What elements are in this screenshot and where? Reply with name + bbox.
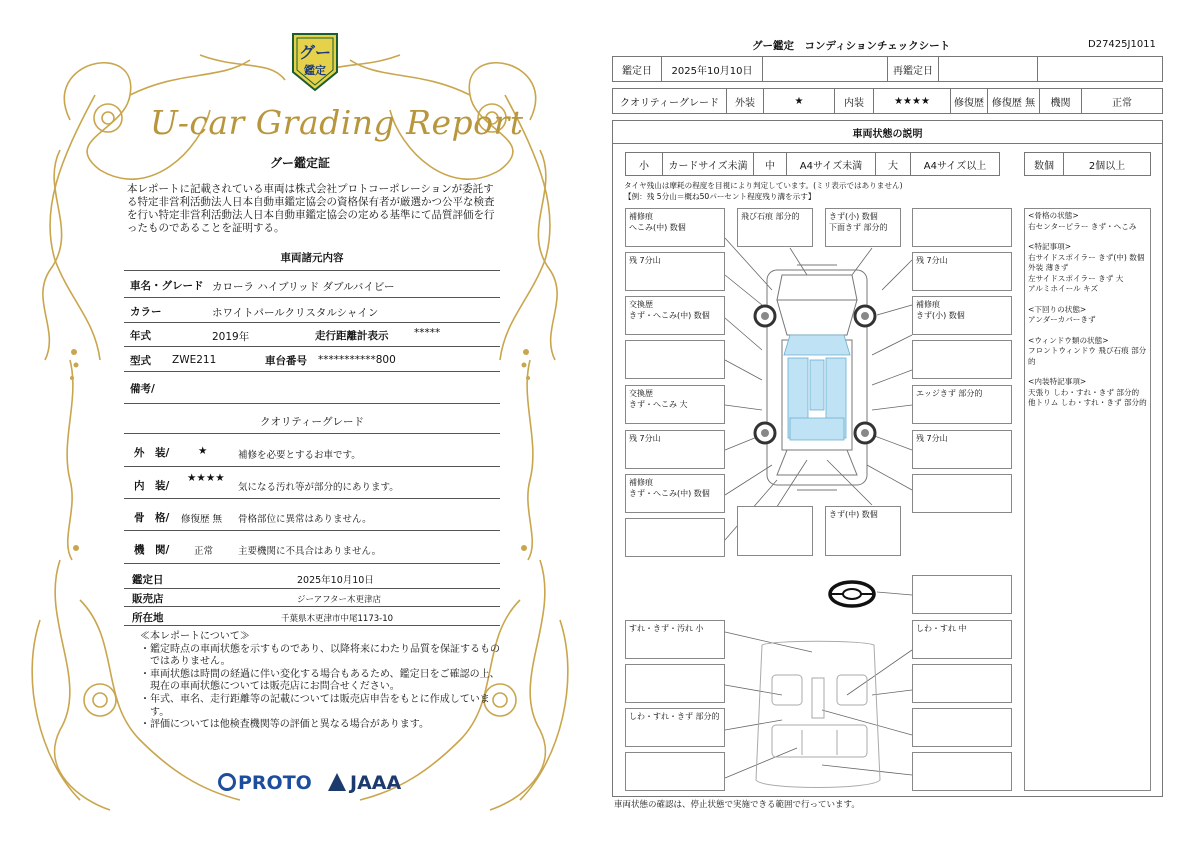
badge-bottom-text: 鑑定 [304, 64, 326, 77]
goo-kantei-badge [287, 30, 343, 94]
certificate-title: グー鑑定証 [269, 156, 330, 170]
damage-box: 残 7分山 [625, 430, 725, 469]
divider [124, 530, 500, 531]
mileage-value: ***** [414, 327, 441, 339]
notes-title: ≪本レポートについて≫ [140, 631, 250, 642]
bottom-note: 車両状態の確認は、停止状態で実施できる範囲で行っています。 [614, 800, 860, 810]
remark-line: 左サイドスポイラー きず 大 [1028, 273, 1124, 283]
remark-line: 外装 薄きず [1028, 263, 1069, 272]
address-label: 所在地 [132, 612, 164, 624]
damage-box: 残 7分山 [912, 430, 1012, 469]
damage-box: 交換歴 きず・へこみ 大 [625, 385, 725, 424]
frame-value: 修復歴 無 [181, 514, 223, 525]
address-value: 千葉県木更津市中尾1173-10 [281, 614, 394, 624]
remark-line: 右サイドスポイラー きず(中) 数個 [1028, 252, 1145, 262]
spec-section-title: 車両諸元内容 [280, 252, 344, 264]
damage-box: 残 7分山 [625, 252, 725, 291]
recheck-date-value [938, 56, 1038, 82]
size-large-label: 大 [875, 152, 911, 176]
note-item: ・車両状態は時間の経過に伴い変化する場合もあるため、鑑定日をご確認の上、現在の車両状態については販売店にお問合せください。 [140, 668, 500, 693]
damage-box [912, 575, 1012, 614]
spacer [1028, 232, 1147, 242]
damage-box: 補修痕 きず・へこみ(中) 数個 [625, 474, 725, 513]
interior-label: 内 装/ [134, 480, 170, 492]
frame-desc: 骨格部位に異常はありません。 [238, 514, 372, 525]
remarks-panel [1024, 208, 1151, 791]
damage-box [625, 518, 725, 557]
divider [124, 403, 500, 404]
int-value: ★★★★ [873, 88, 951, 114]
interior-desc: 気になる汚れ等が部分的にあります。 [238, 482, 399, 493]
spacer [1028, 326, 1147, 336]
jaaa-mark-icon [328, 773, 346, 791]
interior-box: すれ・きず・汚れ 小 [625, 620, 725, 659]
engine-desc: 主要機関に不具合はありません。 [238, 546, 382, 557]
engine-label: 機関 [1039, 88, 1082, 114]
remarks-label: 備考/ [130, 383, 155, 395]
size-large-desc: A4サイズ以上 [910, 152, 1000, 176]
divider [124, 433, 500, 434]
interior-box [625, 752, 725, 791]
document-id: D27425J1011 [1088, 39, 1156, 50]
int-label: 内装 [834, 88, 874, 114]
damage-box [625, 340, 725, 379]
ext-value: ★ [763, 88, 835, 114]
grade-label: クオリティーグレード [612, 88, 727, 114]
damage-box: 補修痕 へこみ(中) 数個 [625, 208, 725, 247]
divider [124, 563, 500, 564]
engine-value: 正常 [1081, 88, 1163, 114]
damage-box: きず(中) 数個 [825, 506, 901, 556]
frame-label: 骨 格/ [134, 512, 170, 524]
section-title: 車両状態の説明 [612, 120, 1163, 144]
date-label: 鑑定日 [132, 574, 164, 586]
divider [124, 625, 500, 626]
remark-line: <骨格の状態> [1028, 211, 1079, 220]
shop-label: 販売店 [132, 593, 164, 605]
damage-box: 飛び石痕 部分的 [737, 208, 813, 247]
proto-logo-text: PROTO [238, 772, 312, 794]
damage-box: 補修痕 きず(小) 数個 [912, 296, 1012, 335]
note-item: ・鑑定時点の車両状態を示すものであり、以降将来にわたり品質を保証するものではありません。 [140, 643, 500, 668]
car-name-value: カローラ ハイブリッド ダブルバイビー [212, 281, 395, 293]
remark-line: フロントウィンドウ 飛び石痕 部分的 [1028, 346, 1147, 366]
engine-label: 機 関/ [134, 544, 170, 556]
damage-box: 交換歴 きず・へこみ(中) 数個 [625, 296, 725, 335]
divider [124, 466, 500, 467]
engine-value: 正常 [194, 546, 214, 557]
interior-box [625, 664, 725, 703]
damage-box [912, 340, 1012, 379]
divider [124, 346, 500, 347]
tire-note: タイヤ残山は摩耗の程度を目視により判定しています。(ミリ表示ではありません) [624, 181, 903, 190]
exterior-label: 外 装/ [134, 447, 170, 459]
divider [124, 498, 500, 499]
exterior-desc: 補修を必要とするお車です。 [238, 450, 361, 461]
interior-box [912, 708, 1012, 747]
sheet-title: グー鑑定 コンディションチェックシート [752, 40, 951, 52]
divider [124, 371, 500, 372]
remark-line: アルミホイール キズ [1028, 284, 1099, 293]
interior-box: しわ・すれ・きず 部分的 [625, 708, 725, 747]
damage-box: エッジきず 部分的 [912, 385, 1012, 424]
divider [124, 270, 500, 271]
repair-label: 修復歴 [950, 88, 988, 114]
ext-label: 外装 [726, 88, 764, 114]
remark-line: 他トリム しわ・すれ・きず 部分的 [1028, 398, 1147, 407]
date-value: 2025年10月10日 [297, 575, 374, 586]
repair-value: 修復歴 無 [987, 88, 1040, 114]
damage-box [737, 506, 813, 556]
damage-box: きず(小) 数個 下面きず 部分的 [825, 208, 901, 247]
steering-wheel-icon [830, 582, 874, 606]
remark-line: <内装特記事項> [1028, 377, 1087, 386]
year-value: 2019年 [212, 331, 250, 343]
empty-cell [762, 56, 888, 82]
recheck-date-label: 再鑑定日 [887, 56, 939, 82]
script-title: U-car Grading Report [150, 103, 524, 142]
remark-line: <ウィンドウ類の状態> [1028, 335, 1109, 345]
kantei-date-value: 2025年10月10日 [661, 56, 763, 82]
divider [124, 297, 500, 298]
kantei-date-label: 鑑定日 [612, 56, 662, 82]
empty-cell [1037, 56, 1163, 82]
size-small-desc: カードサイズ未満 [662, 152, 754, 176]
report-notes [140, 631, 500, 732]
note-item: ・年式、車名、走行距離等の記載については販売店申告をもとに作成しています。 [140, 693, 490, 718]
spacer [1028, 295, 1147, 305]
remark-line: 天張り しわ・すれ・きず 部分的 [1028, 387, 1140, 397]
spacer [1028, 367, 1147, 377]
proto-mark-icon [218, 773, 236, 791]
exterior-stars: ★ [198, 445, 208, 457]
remark-line: アンダーカバーきず [1028, 315, 1096, 324]
jaaa-logo-text: JAAA [350, 772, 402, 794]
year-label: 年式 [130, 330, 151, 342]
damage-box [912, 474, 1012, 513]
tire-example-note: 【例：残 5分山＝概ね50パーセント程度残り溝を示す】 [624, 192, 816, 201]
color-value: ホワイトパールクリスタルシャイン [212, 307, 379, 319]
proto-logo [218, 772, 312, 794]
interior-box [912, 664, 1012, 703]
size-small-label: 小 [625, 152, 663, 176]
quality-section-title: クオリティーグレード [260, 416, 364, 428]
damage-box: 残 7分山 [912, 252, 1012, 291]
count-label: 数個 [1024, 152, 1064, 176]
model-value: ZWE211 [172, 354, 217, 366]
size-medium-desc: A4サイズ未満 [786, 152, 876, 176]
chassis-label: 車台番号 [265, 355, 307, 367]
divider [124, 606, 500, 607]
remark-line: <特記事項> [1028, 242, 1072, 251]
jaaa-logo [328, 772, 401, 794]
interior-box: しわ・すれ 中 [912, 620, 1012, 659]
color-label: カラー [130, 306, 162, 318]
car-name-label: 車名・グレード [130, 280, 204, 292]
divider [124, 588, 500, 589]
certificate-body: 本レポートに記載されている車両は株式会社プロトコーポレーションが委託する特定非営利活動法人日本自動車鑑定協会の資格保有者が厳選かつ公平な検査を行い特定非営利活動法人日本自動車鑑定協会の定める基準にて品質評価を行ったものであることを証明する。 [127, 183, 495, 234]
note-item: ・評価については他検査機関等の評価と異なる場合があります。 [140, 719, 429, 731]
badge-top-text: グー [298, 43, 331, 62]
model-label: 型式 [130, 355, 151, 367]
damage-box [912, 208, 1012, 247]
chassis-value: ***********800 [318, 354, 396, 366]
remark-line: <下回りの状態> [1028, 304, 1087, 314]
count-desc: 2個以上 [1063, 152, 1151, 176]
divider [124, 322, 500, 323]
mileage-label: 走行距離計表示 [315, 330, 389, 342]
interior-box [912, 752, 1012, 791]
size-medium-label: 中 [753, 152, 787, 176]
shop-value: ジーアフター木更津店 [297, 595, 381, 605]
interior-stars: ★★★★ [187, 472, 225, 484]
remark-line: 右センターピラー きず・へこみ [1028, 221, 1137, 231]
